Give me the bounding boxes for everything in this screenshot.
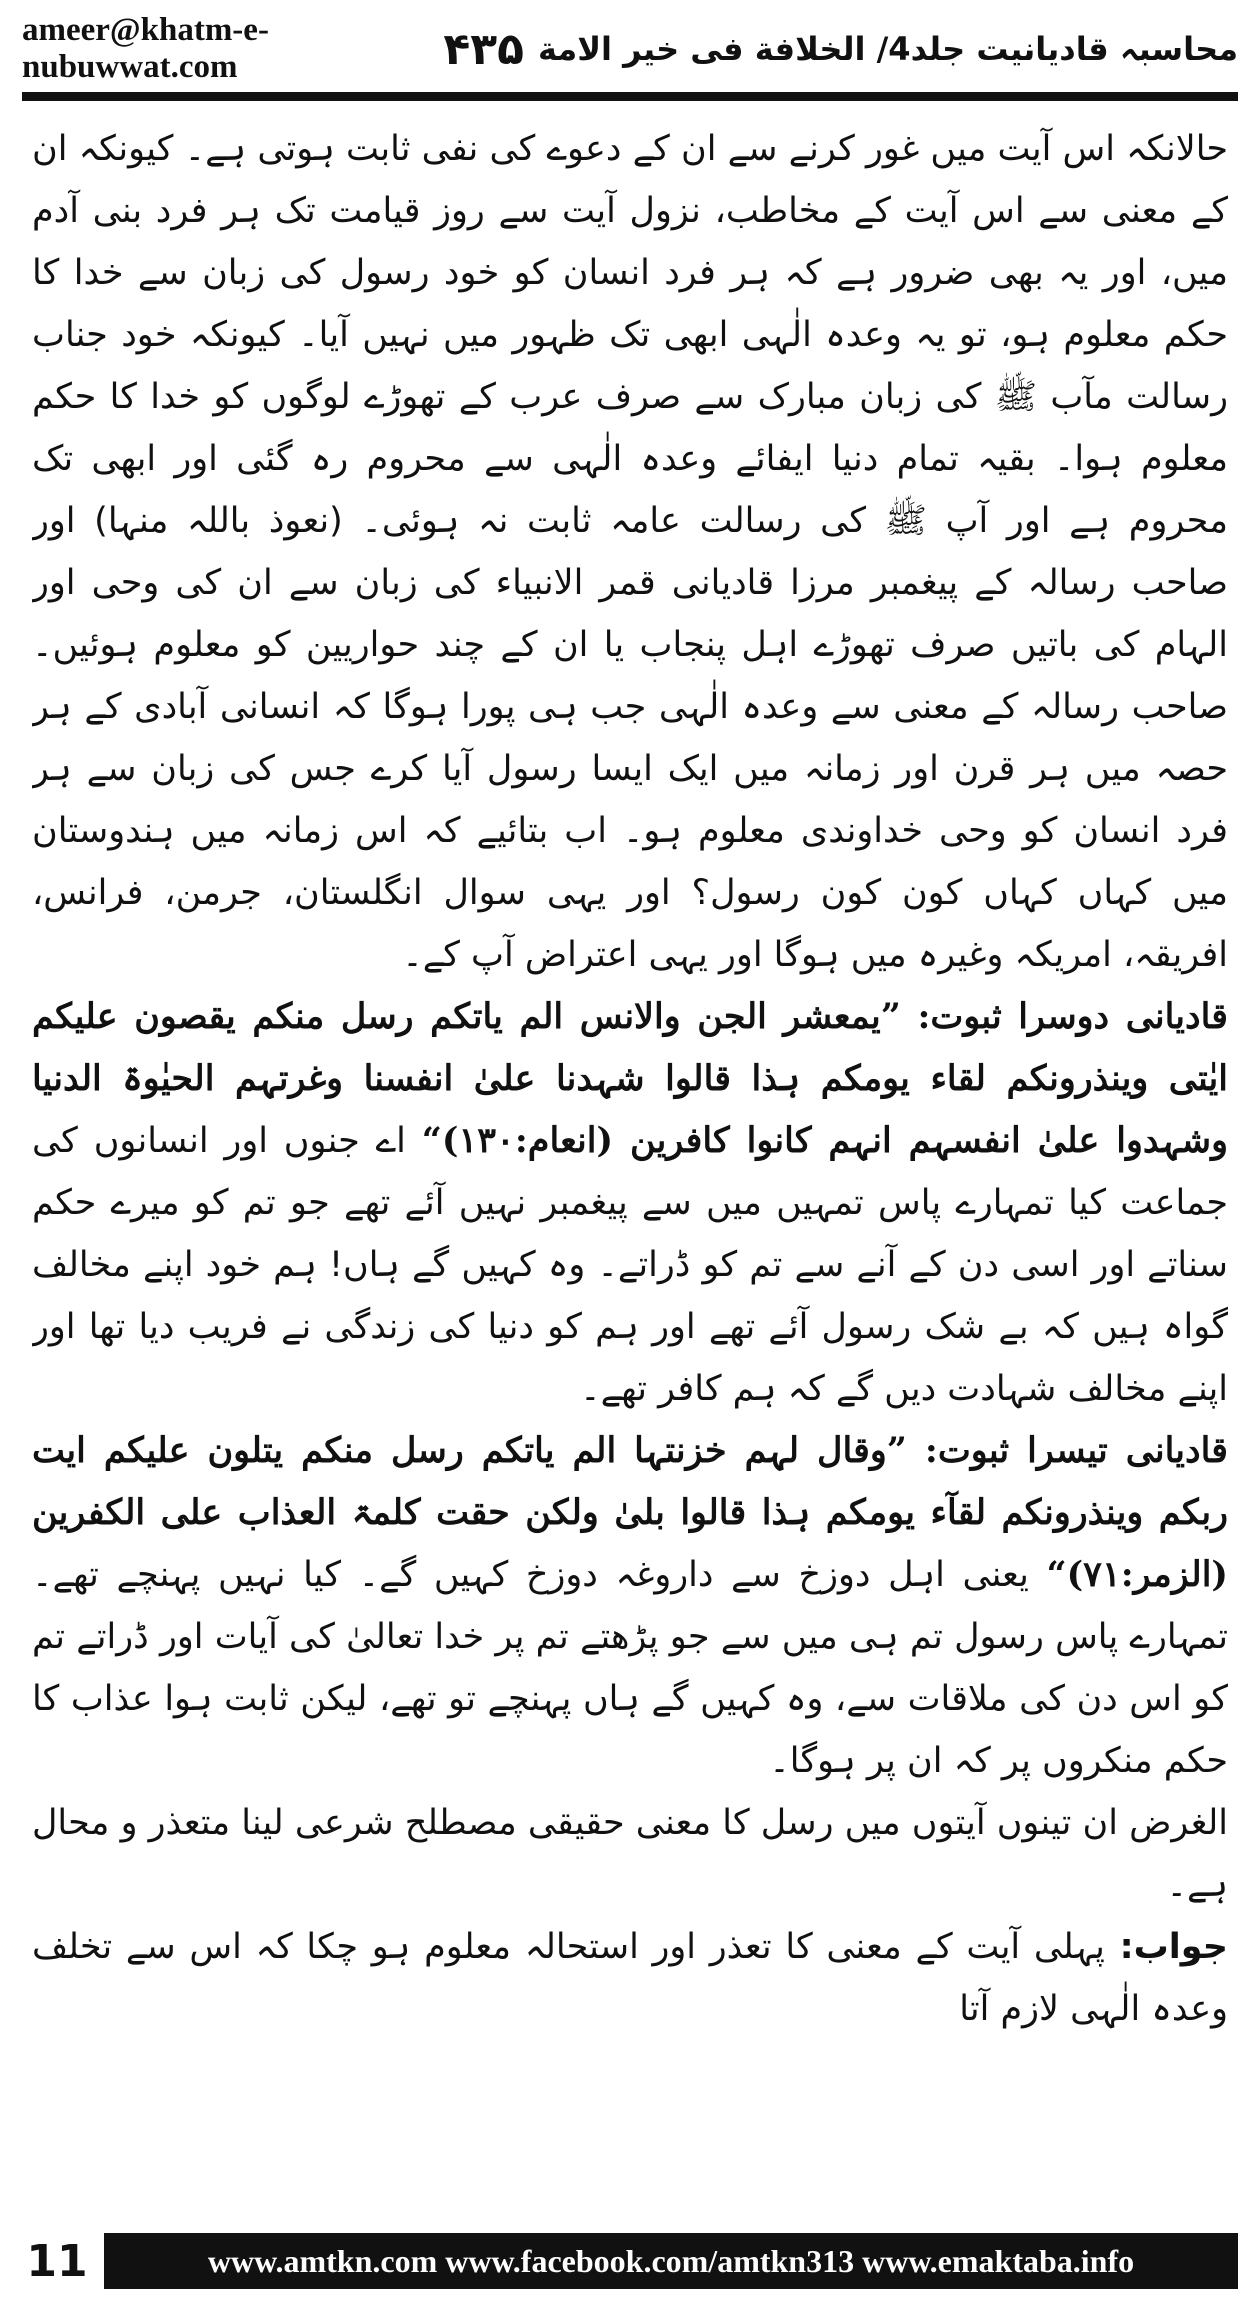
second-proof-label: قادیانی دوسرا ثبوت: (900, 996, 1228, 1037)
footer-links-bar[interactable] (104, 2233, 1238, 2289)
header-rule (22, 92, 1238, 101)
arabic-quote-2: ”وقال لہم خزنتہا الم یاتکم رسل منکم یتلون علیکم ایت ربکم وینذرونکم لقآء یومکم ہذا قالوا بلیٰ ولکن حقت کلمۃ العذاب علی الکفرین (الزمر:۷۱)“ (32, 1430, 1228, 1595)
book-title: محاسبہ قادیانیت جلد4/ الخلافة فی خیر الامة (537, 30, 1238, 68)
paragraph-4: الغرض ان تینوں آیتوں میں رسل کا معنی حقیقی مصطلح شرعی لینا متعذر و محال ہے۔ (32, 1803, 1228, 1905)
footer-links[interactable]: www.amtkn.com www.facebook.com/amtkn313 www.emaktaba.info (207, 2242, 1135, 2279)
paragraph-1: حالانکہ اس آیت میں غور کرنے سے ان کے دعوے کی نفی ثابت ہوتی ہے۔ کیونکہ ان کے معنی سے اس آیت کے مخاطب، نزول آیت سے روز قیامت تک ہر فرد بنی آدم میں، اور یہ بھی ضرور ہے کہ ہر فرد انسان کو خود رسول کی زبان سے خدا کا حکم معلوم ہو، تو یہ وعدہ الٰہی ابھی تک ظہور میں نہیں آیا۔ کیونکہ خود جناب رسالت مآب ﷺ کی زبان مبارک سے صرف عرب کے تھوڑے لوگوں کو خدا کا حکم معلوم ہوا۔ بقیہ تمام دنیا ایفائے وعدہ الٰہی سے محروم رہ گئی اور ابھی تک محروم ہے اور آپ ﷺ کی رسالت عامہ ثابت نہ ہوئی۔ (نعوذ باللہ منہا) اور صاحب رسالہ کے پیغمبر مرزا قادیانی قمر الانبیاء کی زبان سے ان کی وحی اور الہام کی باتیں صرف تھوڑے اہل پنجاب یا ان کے چند حواریین کو معلوم ہوئیں۔ صاحب رسالہ کے معنی سے وعدہ الٰہی جب ہی پورا ہوگا کہ انسانی آبادی کے ہر حصہ میں ہر قرن اور زمانہ میں ایک ایسا رسول آیا کرے جس کی زبان سے ہر فرد انسان کو وحی خداوندی معلوم ہو۔ اب بتائیے کہ اس زمانہ میں ہندوستان میں کہاں کہاں کون کون رسول؟ اور یہی سوال انگلستان، جرمن، فرانس، افریقہ، امریکہ وغیرہ میں ہوگا اور یہی اعتراض آپ کے۔ (32, 129, 1228, 975)
header-left (22, 12, 538, 86)
translation-1: اے جنوں اور انسانوں کی جماعت کیا تمہارے پاس تمہیں میں سے پیغمبر نہیں آئے تھے جو تم کو میرے حکم سناتے اور اسی دن کے آنے سے تم کو ڈراتے۔ وہ کہیں گے ہاں! ہم خود اپنے مخالف گواہ ہیں کہ بے شک رسول آئے تھے اور ہم کو دنیا کی زندگی نے فریب دیا تھا اور اپنے مخالف شہادت دیں گے کہ ہم کافر تھے۔ (32, 1121, 1228, 1409)
header-page-number: ۴۳۵ (443, 23, 524, 75)
answer-label: جواب: (1104, 1927, 1228, 1967)
page-footer (22, 2226, 1238, 2296)
footer-page-number: 11 (26, 2235, 88, 2287)
paragraph-2 (32, 986, 1228, 1420)
translation-2: یعنی اہل دوزخ سے داروغہ دوزخ کہیں گے۔ کیا نہیں پہنچے تھے۔ تمہارے پاس رسول تم ہی میں سے جو پڑھتے تم پر خدا تعالیٰ کی آیات اور ڈراتے تم کو اس دن کی ملاقات سے، وہ کہیں گے ہاں پہنچے تو تھے، لیکن ثابت ہوا عذاب کا حکم منکروں پر کہ ان پر ہوگا۔ (32, 1555, 1228, 1781)
answer-text: پہلی آیت کے معنی کا تعذر اور استحالہ معلوم ہو چکا کہ اس سے تخلف وعدہ الٰہی لازم آتا (32, 1927, 1228, 2029)
page-header (22, 14, 1238, 84)
paragraph-3 (32, 1420, 1228, 1792)
paragraph-5 (32, 1916, 1228, 2040)
header-email[interactable]: ameer@khatm-e-nubuwwat.com (22, 12, 269, 85)
arabic-quote-1: ”یمعشر الجن والانس الم یاتکم رسل منکم یقصون علیکم ایٰتی وینذرونکم لقاء یومکم ہذا قالوا شہدنا علیٰ انفسنا وغرتہم الحیٰوۃ الدنیا وشہدوا علیٰ انفسہم انہم کانوا کافرین (انعام:۱۳۰)“ (32, 996, 1228, 1161)
page-content (32, 118, 1228, 2200)
third-proof-label: قادیانی تیسرا ثبوت: (906, 1430, 1228, 1471)
